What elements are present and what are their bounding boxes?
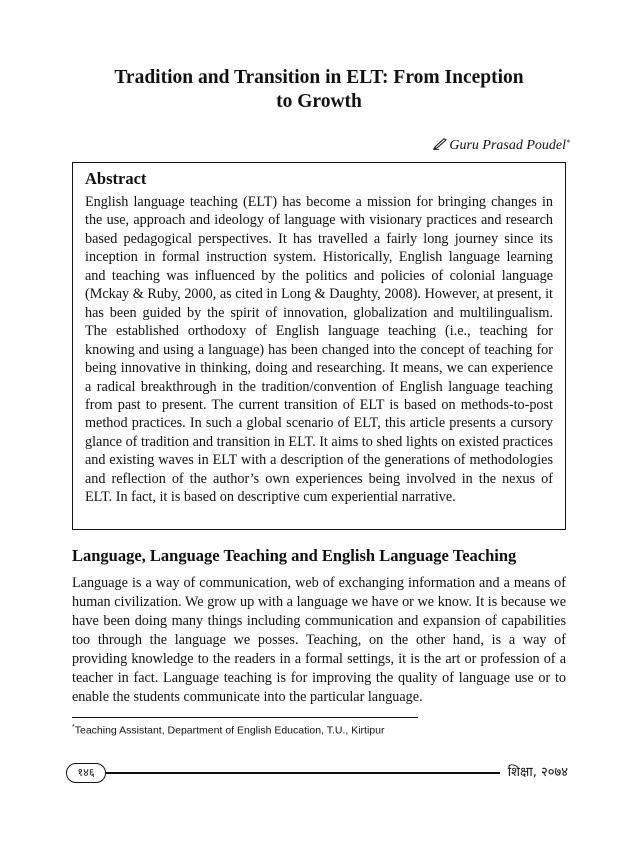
- journal-name: शिक्षा, २०७४: [507, 765, 568, 780]
- title-line-1: Tradition and Transition in ELT: From Inception: [114, 67, 524, 88]
- author-name: Guru Prasad Poudel: [449, 138, 566, 153]
- article-title: [60, 66, 578, 114]
- pen-icon: [433, 138, 447, 154]
- author-footnote-mark: *: [566, 138, 570, 147]
- footnote-divider: [72, 717, 418, 718]
- author-byline: [433, 138, 570, 154]
- footer-rule: [106, 772, 500, 774]
- page-number: १४६: [66, 763, 106, 783]
- section-body-text: Language is a way of communication, web of exchanging information and a means of human civilization. We grow up with a language we have or we know. It is because we have been doing many things including communication and expansion of capabilities too through the language we posses. Teaching, on the other hand, is a way of providing knowledge to the readers in a formal settings, it is the art or profession of a teacher in fact. Language teaching is for improving the quality of language use or to enable the students communicate into the particular language.: [72, 575, 566, 705]
- page-footer: [66, 763, 568, 785]
- abstract-heading: Abstract: [85, 169, 147, 188]
- footnote: [72, 724, 552, 737]
- section-heading: Language, Language Teaching and English Language Teaching: [72, 546, 517, 565]
- title-line-2: to Growth: [276, 91, 362, 112]
- abstract-text: English language teaching (ELT) has become a mission for bringing changes in the use, approach and ideology of language with visionary practices and research based pedagogical perspectives. It has travelled a fairly long journey since its inception in formal instruction system. Historically, English language learning and teaching was influenced by the politics and policies of colonial language (Mckay & Ruby, 2000, as cited in Long & Daughty, 2008). However, at present, it has been guided by the spirit of innovation, globalization and multilingualism. The established orthodoxy of English language teaching (i.e., teaching for knowing and using a language) has been changed into the concept of teaching for being innovative in thinking, doing and researching. It means, we can experience a radical breakthrough in the tradition/convention of English language teaching from past to present. The current transition of ELT is based on methods-to-post method practices. In such a global scenario of ELT, this article presents a cursory glance of tradition and transition in ELT. It aims to shed lights on existed practices and existing waves in ELT with a description of the generations of methodologies and reflection of the author’s own experiences being involved in the nexus of ELT. In fact, it is based on descriptive cum experiential narrative.: [85, 194, 553, 506]
- footnote-text: Teaching Assistant, Department of English Education, T.U., Kirtipur: [74, 724, 385, 737]
- abstract-box: [72, 162, 566, 530]
- footnote-mark: *: [72, 724, 75, 731]
